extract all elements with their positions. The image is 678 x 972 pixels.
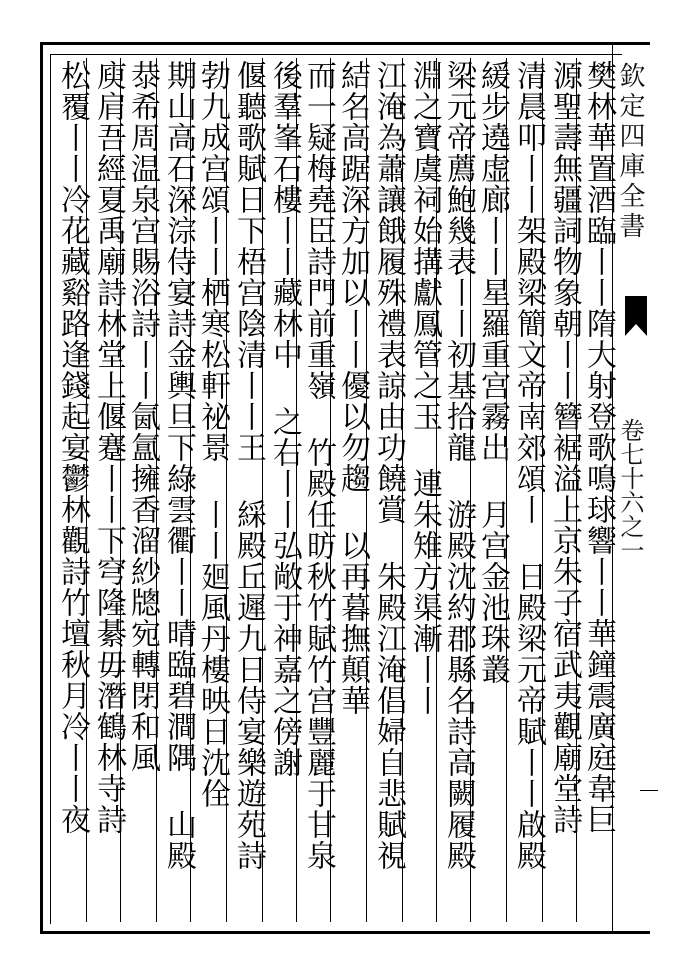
text-column-7: 江淹為蕭讓餓履殊禮表諒由功饒賞 朱殿江淹倡婦自悲賦視 xyxy=(371,60,406,871)
margin-rule xyxy=(612,44,613,932)
text-column-3: 清晨叩丨丨架殿梁簡文帝南郊頌丨 日殿梁元帝賦丨丨啟殿 xyxy=(511,60,546,871)
margin-divider xyxy=(640,790,658,791)
text-column-9: 而一疑梅堯臣詩門前重嶺 竹殿任昉秋竹賦竹宫豐麗于甘泉 xyxy=(301,60,336,871)
text-column-13: 期山高石深淙侍宴詩金輿旦下綠雲衢丨丨晴臨碧澗隅 山殿 xyxy=(161,60,196,871)
text-column-2: 源聖壽無疆詞物象朝丨丨簪裾溢上京朱子宿武夷觀廟堂詩 xyxy=(547,60,582,835)
text-column-8: 結名高踞深方加以丨丨優以勿趨 以再暮撫顛華 xyxy=(335,60,370,716)
volume-label: 卷七十六之一 xyxy=(616,418,644,562)
text-column-14: 㳟希周温泉宫賜浴詩丨丨氤氲擁香溜紗牕宛轉閉和風 xyxy=(125,60,160,773)
text-column-12: 勃九成宫頌丨丨栖寒松軒祕景 丨丨廻風丹樓映日沈佺 xyxy=(195,60,230,809)
book-title: 欽定四庫全書 xyxy=(615,62,645,242)
text-column-5: 梁元帝薦鮑幾表丨丨初基拾龍 游殿沈約郡縣名詩高闕履殿 xyxy=(441,60,476,871)
text-column-6: 淵之寶虞祠始搆獻鳳管之玉 連朱雉方渠漸丨丨 xyxy=(407,60,442,716)
text-column-4: 緩步遶虚廊丨丨星羅重宫霧出 月宫金池珠叢 xyxy=(475,60,510,685)
text-column-10: 後羣峯石樓丨丨藏林中 之右丨丨弘敞于神嘉之傍謝 xyxy=(267,60,302,778)
text-column-1: 樊林華置酒臨丨丨隋大射登歌鳴球響丨丨華鐘震廣庭韋巨 xyxy=(581,60,616,835)
text-column-11: 偃聽歌賦日下梧宫陰清丨丨王 綵殿丘遲九日侍宴樂遊苑詩 xyxy=(231,60,266,871)
text-column-16: 松覆丨丨冷花藏谿路逢錢起宴鬱林觀詩竹壇秋月冷丨丨夜 xyxy=(55,60,90,835)
text-column-15: 庾肩吾經夏禹廟詩林堂上偃蹇丨丨下穹隆綦毋潛鶴林寺詩 xyxy=(91,60,126,835)
